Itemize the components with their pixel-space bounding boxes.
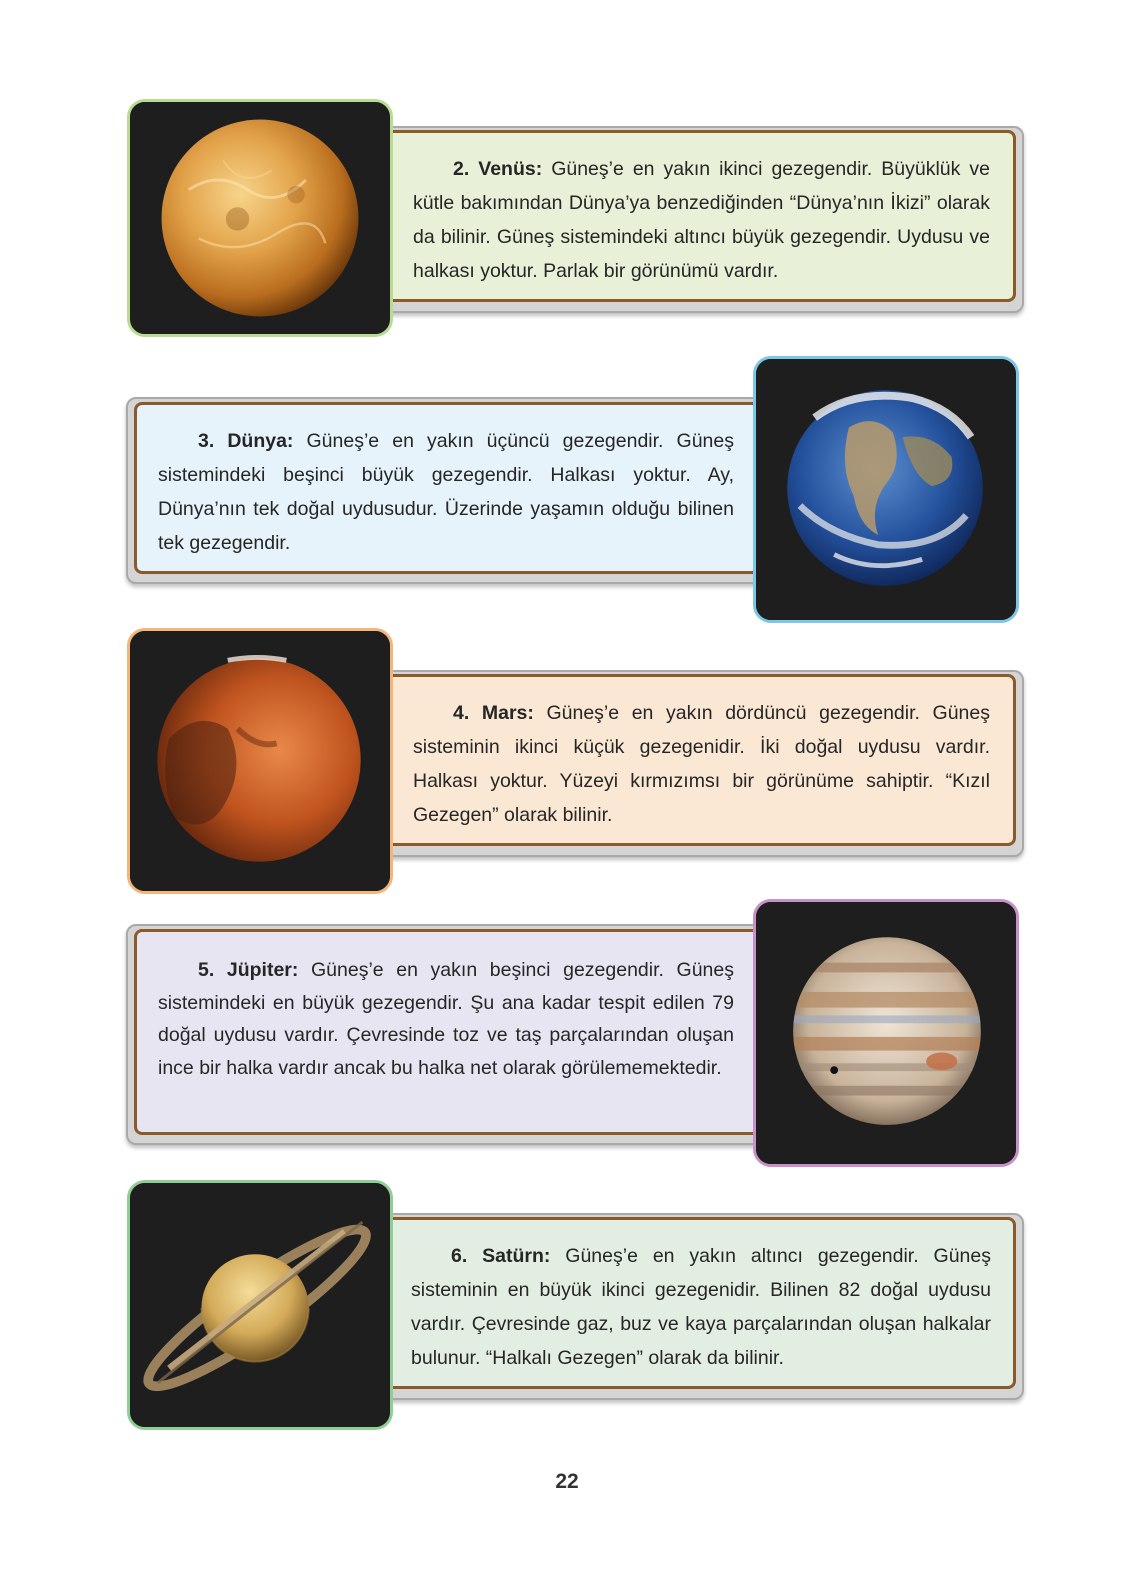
jupiter-title: 5. Jüpiter: — [198, 959, 299, 981]
page-number: 22 — [555, 1470, 579, 1493]
saturn-description — [411, 1239, 991, 1375]
jupiter-description — [158, 954, 734, 1084]
venus-text: Güneş’e en yakın ikinci gezegendir. Büyüklük ve kütle bakımından Dünya’ya benzediğinden “Dünya’nın İkizi” olarak da bilinir. Güneş sistemindeki altıncı büyük gezegendir. Uydusu ve halkası yoktur. Parlak bir görünümü vardır. — [413, 158, 990, 282]
venus-title: 2. Venüs: — [453, 158, 543, 180]
mars-image — [127, 628, 393, 894]
mars-text: Güneş’e en yakın dördüncü gezegendir. Güneş sisteminin ikinci küçük gezegenidir. İki doğal uydusu vardır. Halkası yoktur. Yüzeyi kırmızımsı bir görünüme sahiptir. “Kızıl Gezegen” olarak bilinir. — [413, 702, 990, 826]
earth-text: Güneş’e en yakın üçüncü gezegendir. Güneş sistemindeki beşinci büyük gezegendir. Halkası yoktur. Ay, Dünya’nın tek doğal uydusudur. Üzerinde yaşamın olduğu bilinen tek gezegendir. — [158, 430, 734, 554]
venus-description — [413, 152, 990, 288]
venus-image — [127, 99, 393, 337]
jupiter-text: Güneş’e en yakın beşinci gezegendir. Güneş sistemindeki en büyük gezegendir. Şu ana kadar tespit edilen 79 doğal uydusu vardır. Çevresinde toz ve taş parçalarından oluşan ince bir halka vardır ancak bu halka net olarak görülememektedir. — [158, 959, 735, 1079]
mars-description — [413, 696, 990, 832]
saturn-image — [127, 1180, 393, 1430]
mars-title: 4. Mars: — [453, 702, 534, 724]
earth-image — [753, 356, 1019, 623]
jupiter-image — [753, 899, 1019, 1167]
earth-description — [158, 424, 734, 560]
earth-title: 3. Dünya: — [198, 430, 294, 452]
saturn-title: 6. Satürn: — [451, 1245, 551, 1267]
saturn-text: Güneş’e en yakın altıncı gezegendir. Güneş sisteminin en büyük ikinci gezegenidir. Bilinen 82 doğal uydusu vardır. Çevresinde gaz, buz ve kaya parçalarından oluşan halkalar bulunur. “Halkalı Gezegen” olarak da bilinir. — [411, 1245, 991, 1369]
